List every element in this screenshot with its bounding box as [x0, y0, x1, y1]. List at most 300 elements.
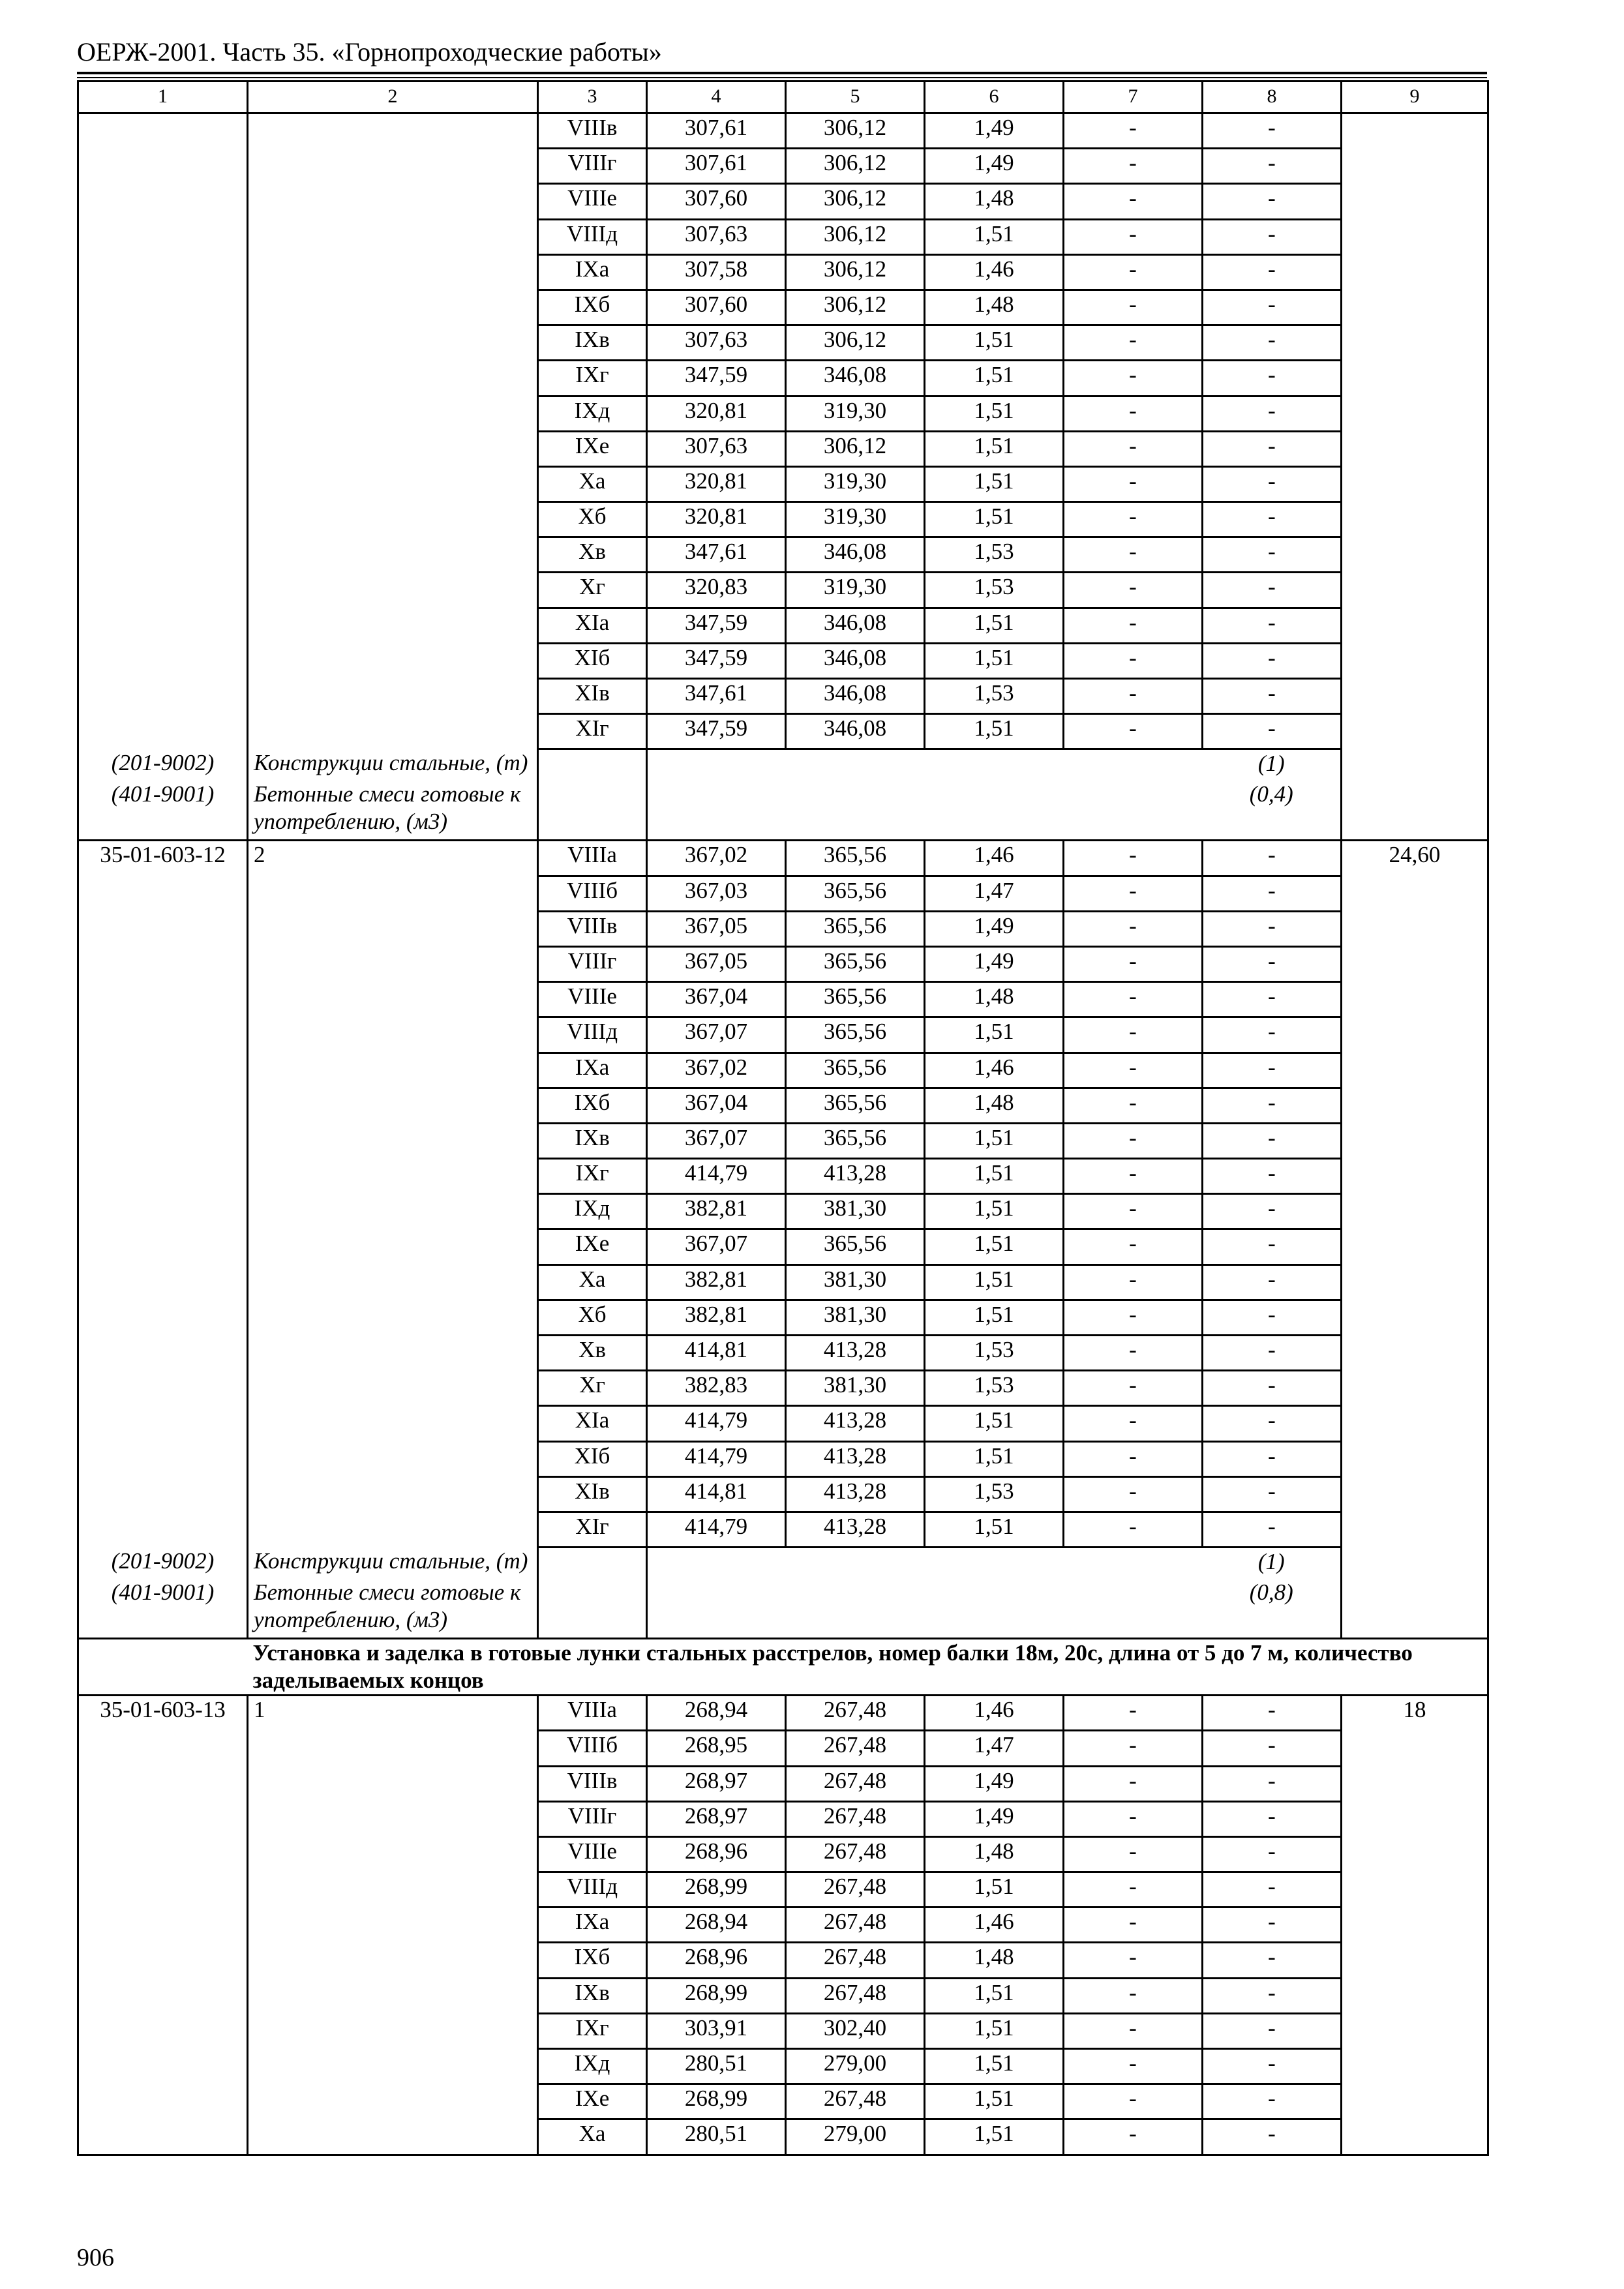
- empty-cell: [1064, 749, 1203, 781]
- empty-cell: [1342, 1872, 1488, 1908]
- table-row: [78, 1264, 1488, 1300]
- empty-cell: [1342, 1476, 1488, 1512]
- value-cell: -: [1064, 1441, 1203, 1476]
- value-cell: -: [1064, 254, 1203, 290]
- empty-cell: [78, 1476, 248, 1512]
- value-cell: -: [1203, 1476, 1342, 1512]
- value-cell: -: [1064, 466, 1203, 501]
- table-row: [78, 466, 1488, 501]
- empty-cell: [248, 2119, 538, 2155]
- value-cell: 1,47: [925, 876, 1064, 911]
- table-row: [78, 911, 1488, 946]
- rock-category: Xв: [538, 1336, 647, 1371]
- empty-cell: [925, 749, 1064, 781]
- table-row: [78, 537, 1488, 573]
- value-cell: 414,79: [647, 1441, 786, 1476]
- value-cell: 306,12: [786, 290, 925, 325]
- empty-cell: [78, 714, 248, 749]
- value-cell: -: [1064, 608, 1203, 643]
- value-cell: 306,12: [786, 219, 925, 254]
- empty-cell: [1342, 1336, 1488, 1371]
- rock-category: Xа: [538, 2119, 647, 2155]
- value-cell: -: [1064, 714, 1203, 749]
- table-row: [78, 1801, 1488, 1836]
- value-cell: 367,02: [647, 1053, 786, 1088]
- empty-cell: [925, 1579, 1064, 1639]
- empty-cell: [248, 502, 538, 537]
- rock-category: XIб: [538, 643, 647, 678]
- value-cell: -: [1203, 1229, 1342, 1264]
- value-cell: -: [1203, 254, 1342, 290]
- value-cell: 414,79: [647, 1406, 786, 1441]
- empty-cell: [248, 1441, 538, 1476]
- empty-cell: [78, 219, 248, 254]
- empty-cell: [248, 466, 538, 501]
- rock-category: VIIIд: [538, 1872, 647, 1908]
- value-cell: -: [1203, 1264, 1342, 1300]
- empty-cell: [647, 1548, 786, 1579]
- value-cell: 365,56: [786, 1123, 925, 1158]
- rock-category: VIIIе: [538, 982, 647, 1017]
- column-header: 7: [1064, 82, 1203, 113]
- empty-cell: [1342, 1088, 1488, 1123]
- empty-cell: [248, 2049, 538, 2084]
- table-row: [78, 2119, 1488, 2155]
- value-cell: 268,96: [647, 1836, 786, 1872]
- value-cell: -: [1203, 502, 1342, 537]
- table-row: [78, 1406, 1488, 1441]
- value-cell: -: [1203, 841, 1342, 876]
- rock-category: XIа: [538, 1406, 647, 1441]
- value-cell: 382,81: [647, 1194, 786, 1229]
- table-row: [78, 1300, 1488, 1335]
- rock-category: Xа: [538, 466, 647, 501]
- table-row: [78, 1836, 1488, 1872]
- value-cell: -: [1064, 911, 1203, 946]
- value-cell: -: [1203, 982, 1342, 1017]
- value-cell: 1,47: [925, 1731, 1064, 1766]
- table-row: [78, 396, 1488, 431]
- value-cell: 319,30: [786, 466, 925, 501]
- rock-category: Xг: [538, 1371, 647, 1406]
- value-cell: 413,28: [786, 1512, 925, 1547]
- value-cell: -: [1064, 1264, 1203, 1300]
- rock-category: VIIIе: [538, 1836, 647, 1872]
- value-cell: 365,56: [786, 946, 925, 981]
- value-cell: 1,46: [925, 1053, 1064, 1088]
- column-header: 1: [78, 82, 248, 113]
- norm-number: 1: [248, 1696, 538, 1731]
- value-cell: -: [1064, 2084, 1203, 2119]
- value-cell: 1,46: [925, 1908, 1064, 1943]
- value-cell: -: [1203, 1836, 1342, 1872]
- empty-cell: [78, 1441, 248, 1476]
- empty-cell: [248, 946, 538, 981]
- rock-category: IXв: [538, 1123, 647, 1158]
- value-cell: 347,61: [647, 537, 786, 573]
- empty-cell: [248, 1978, 538, 2013]
- value-cell: 1,51: [925, 325, 1064, 361]
- empty-cell: [248, 219, 538, 254]
- resource-value: (0,4): [1203, 781, 1342, 841]
- rock-category: VIIIа: [538, 1696, 647, 1731]
- column-header: 6: [925, 82, 1064, 113]
- table-row: [78, 2049, 1488, 2084]
- empty-cell: [1342, 396, 1488, 431]
- table-row: [78, 502, 1488, 537]
- value-cell: -: [1203, 1406, 1342, 1441]
- rock-category: Xа: [538, 1264, 647, 1300]
- table-row: [78, 714, 1488, 749]
- rock-category: VIIIа: [538, 841, 647, 876]
- value-cell: -: [1064, 573, 1203, 608]
- table-row: [78, 1336, 1488, 1371]
- value-cell: 1,51: [925, 608, 1064, 643]
- value-cell: 307,60: [647, 184, 786, 219]
- empty-cell: [248, 911, 538, 946]
- empty-cell: [78, 1978, 248, 2013]
- value-cell: -: [1064, 1406, 1203, 1441]
- value-cell: 1,53: [925, 1476, 1064, 1512]
- empty-cell: [1342, 1731, 1488, 1766]
- value-cell: -: [1064, 184, 1203, 219]
- value-cell: -: [1064, 1696, 1203, 1731]
- empty-cell: [78, 290, 248, 325]
- rock-category: XIв: [538, 679, 647, 714]
- value-cell: 382,81: [647, 1300, 786, 1335]
- empty-cell: [1342, 876, 1488, 911]
- value-cell: 1,51: [925, 1512, 1064, 1547]
- table-row: [78, 679, 1488, 714]
- table-row: [78, 219, 1488, 254]
- table-row: [78, 1088, 1488, 1123]
- empty-cell: [1342, 1017, 1488, 1053]
- resource-code: (201-9002): [78, 749, 248, 781]
- empty-cell: [78, 1731, 248, 1766]
- value-cell: 381,30: [786, 1194, 925, 1229]
- value-cell: -: [1064, 502, 1203, 537]
- empty-cell: [248, 325, 538, 361]
- table-row: [78, 573, 1488, 608]
- rock-category: Xв: [538, 537, 647, 573]
- value-cell: 268,97: [647, 1766, 786, 1801]
- value-cell: 267,48: [786, 1978, 925, 2013]
- value-cell: -: [1203, 149, 1342, 184]
- empty-cell: [1342, 149, 1488, 184]
- empty-cell: [78, 1512, 248, 1547]
- empty-cell: [248, 2084, 538, 2119]
- value-cell: -: [1064, 325, 1203, 361]
- value-cell: 306,12: [786, 254, 925, 290]
- empty-cell: [78, 502, 248, 537]
- value-cell: -: [1203, 1017, 1342, 1053]
- empty-cell: [248, 1336, 538, 1371]
- value-cell: 267,48: [786, 2084, 925, 2119]
- rock-category: VIIIд: [538, 1017, 647, 1053]
- value-cell: -: [1064, 679, 1203, 714]
- value-cell: 267,48: [786, 1908, 925, 1943]
- empty-cell: [1342, 290, 1488, 325]
- empty-cell: [1342, 2119, 1488, 2155]
- empty-cell: [78, 466, 248, 501]
- rock-category: VIIIб: [538, 876, 647, 911]
- value-cell: 1,53: [925, 1371, 1064, 1406]
- value-cell: 346,08: [786, 537, 925, 573]
- table-row: [78, 608, 1488, 643]
- rock-category: XIг: [538, 1512, 647, 1547]
- value-cell: 1,49: [925, 113, 1064, 149]
- value-cell: -: [1203, 184, 1342, 219]
- empty-cell: [1342, 1194, 1488, 1229]
- empty-cell: [248, 1194, 538, 1229]
- empty-cell: [78, 643, 248, 678]
- value-cell: 279,00: [786, 2049, 925, 2084]
- rock-category: IXд: [538, 1194, 647, 1229]
- value-cell: -: [1203, 2119, 1342, 2155]
- value-cell: 346,08: [786, 643, 925, 678]
- value-cell: 307,61: [647, 113, 786, 149]
- empty-cell: [78, 1872, 248, 1908]
- table-row: [78, 2013, 1488, 2048]
- empty-cell: [248, 1159, 538, 1194]
- empty-cell: [248, 1053, 538, 1088]
- empty-cell: [1342, 2049, 1488, 2084]
- value-cell: 1,53: [925, 573, 1064, 608]
- value-cell: -: [1064, 982, 1203, 1017]
- value-cell: 1,48: [925, 184, 1064, 219]
- empty-cell: [248, 573, 538, 608]
- value-cell: 367,04: [647, 982, 786, 1017]
- value-cell: 267,48: [786, 1872, 925, 1908]
- value-cell: -: [1064, 876, 1203, 911]
- table-row: [78, 876, 1488, 911]
- empty-cell: [1342, 1978, 1488, 2013]
- rock-category: IXб: [538, 1943, 647, 1978]
- column-header: 2: [248, 82, 538, 113]
- empty-cell: [538, 1579, 647, 1639]
- empty-cell: [1342, 431, 1488, 466]
- empty-cell: [248, 254, 538, 290]
- value-cell: -: [1064, 1836, 1203, 1872]
- empty-cell: [1342, 714, 1488, 749]
- empty-cell: [78, 184, 248, 219]
- value-cell: 307,63: [647, 431, 786, 466]
- value-cell: 1,51: [925, 431, 1064, 466]
- empty-cell: [786, 1548, 925, 1579]
- value-cell: 1,51: [925, 396, 1064, 431]
- empty-cell: [78, 1194, 248, 1229]
- value-cell: -: [1064, 1017, 1203, 1053]
- value-cell: -: [1064, 431, 1203, 466]
- resource-row: [78, 749, 1488, 781]
- value-cell: 1,48: [925, 982, 1064, 1017]
- value-cell: 1,51: [925, 219, 1064, 254]
- empty-cell: [248, 1872, 538, 1908]
- value-cell: 367,05: [647, 946, 786, 981]
- empty-cell: [1342, 1300, 1488, 1335]
- value-cell: -: [1064, 113, 1203, 149]
- empty-cell: [1342, 113, 1488, 149]
- empty-cell: [78, 982, 248, 1017]
- value-cell: -: [1203, 1194, 1342, 1229]
- empty-cell: [248, 1371, 538, 1406]
- rock-category: VIIIв: [538, 1766, 647, 1801]
- empty-cell: [78, 1908, 248, 1943]
- value-cell: 307,63: [647, 219, 786, 254]
- empty-cell: [1342, 1836, 1488, 1872]
- rock-category: IXв: [538, 325, 647, 361]
- resource-name: Бетонные смеси готовые к употреблению, (м3): [248, 1579, 538, 1639]
- table-row: [78, 254, 1488, 290]
- value-cell: -: [1064, 1512, 1203, 1547]
- column-header: 8: [1203, 82, 1342, 113]
- value-cell: -: [1203, 431, 1342, 466]
- empty-cell: [78, 1836, 248, 1872]
- table-row: [78, 2084, 1488, 2119]
- resource-row: [78, 781, 1488, 841]
- value-cell: 365,56: [786, 841, 925, 876]
- table-row: [78, 1123, 1488, 1158]
- rock-category: IXа: [538, 1053, 647, 1088]
- table-row: [78, 431, 1488, 466]
- empty-cell: [1342, 1908, 1488, 1943]
- empty-cell: [1342, 573, 1488, 608]
- empty-cell: [1342, 2084, 1488, 2119]
- empty-cell: [248, 149, 538, 184]
- empty-cell: [78, 1371, 248, 1406]
- value-cell: 302,40: [786, 2013, 925, 2048]
- value-cell: -: [1064, 1194, 1203, 1229]
- value-cell: -: [1203, 1766, 1342, 1801]
- value-cell: 346,08: [786, 361, 925, 396]
- value-cell: -: [1064, 1300, 1203, 1335]
- empty-cell: [78, 2049, 248, 2084]
- value-cell: 1,49: [925, 946, 1064, 981]
- empty-cell: [1342, 911, 1488, 946]
- section-title: Установка и заделка в готовые лунки стальных расстрелов, номер балки 18м, 20с, длина от 5 до 7 м, количество заделываемых концов: [248, 1639, 1488, 1696]
- value-cell: 365,56: [786, 1053, 925, 1088]
- value-cell: 1,51: [925, 1159, 1064, 1194]
- value-cell: 413,28: [786, 1476, 925, 1512]
- value-cell: -: [1064, 1801, 1203, 1836]
- empty-cell: [786, 781, 925, 841]
- norm-code: 35-01-603-12: [78, 841, 248, 876]
- empty-cell: [248, 1766, 538, 1801]
- rock-category: XIг: [538, 714, 647, 749]
- value-cell: -: [1064, 2013, 1203, 2048]
- table-row: [78, 113, 1488, 149]
- value-cell: 1,51: [925, 2119, 1064, 2155]
- empty-cell: [248, 2013, 538, 2048]
- column-header: 4: [647, 82, 786, 113]
- value-cell: 382,83: [647, 1371, 786, 1406]
- empty-cell: [248, 1476, 538, 1512]
- value-cell: -: [1064, 149, 1203, 184]
- value-cell: 307,61: [647, 149, 786, 184]
- value-cell: 267,48: [786, 1943, 925, 1978]
- empty-cell: [1342, 1943, 1488, 1978]
- value-cell: 267,48: [786, 1731, 925, 1766]
- rock-category: IXг: [538, 361, 647, 396]
- value-cell: -: [1203, 290, 1342, 325]
- table-row: [78, 1017, 1488, 1053]
- resource-code: (401-9001): [78, 1579, 248, 1639]
- page-header: ОЕРЖ-2001. Часть 35. «Горнопроходческие работы»: [77, 37, 662, 67]
- value-cell: -: [1203, 466, 1342, 501]
- table-row: [78, 1512, 1488, 1547]
- empty-cell: [248, 1229, 538, 1264]
- resource-code: (201-9002): [78, 1548, 248, 1579]
- empty-cell: [248, 876, 538, 911]
- value-cell: -: [1064, 1766, 1203, 1801]
- value-cell: 1,51: [925, 2049, 1064, 2084]
- empty-cell: [248, 184, 538, 219]
- value-cell: -: [1203, 1159, 1342, 1194]
- empty-cell: [1342, 1371, 1488, 1406]
- empty-cell: [538, 749, 647, 781]
- rock-category: VIIIг: [538, 149, 647, 184]
- value-cell: 1,51: [925, 1123, 1064, 1158]
- empty-cell: [248, 1908, 538, 1943]
- empty-cell: [1342, 1548, 1488, 1579]
- value-cell: 307,63: [647, 325, 786, 361]
- value-cell: 365,56: [786, 1017, 925, 1053]
- empty-cell: [248, 1943, 538, 1978]
- rock-category: Xг: [538, 573, 647, 608]
- empty-cell: [78, 254, 248, 290]
- table-row: [78, 184, 1488, 219]
- empty-cell: [78, 1159, 248, 1194]
- empty-cell: [1342, 361, 1488, 396]
- value-cell: 414,79: [647, 1159, 786, 1194]
- norms-table: [77, 80, 1489, 2156]
- value-cell: 367,05: [647, 911, 786, 946]
- value-cell: 1,49: [925, 1766, 1064, 1801]
- empty-cell: [1342, 1441, 1488, 1476]
- value-cell: -: [1064, 219, 1203, 254]
- header-rule-thin: [77, 77, 1487, 78]
- value-cell: 367,04: [647, 1088, 786, 1123]
- value-cell: -: [1203, 325, 1342, 361]
- empty-cell: [1342, 1512, 1488, 1547]
- value-cell: 1,51: [925, 1229, 1064, 1264]
- empty-cell: [248, 679, 538, 714]
- table-row: [78, 290, 1488, 325]
- rock-category: VIIIв: [538, 113, 647, 149]
- empty-cell: [78, 1088, 248, 1123]
- value-cell: 365,56: [786, 1088, 925, 1123]
- value-cell: -: [1203, 2084, 1342, 2119]
- value-cell: 268,94: [647, 1696, 786, 1731]
- value-cell: -: [1064, 1943, 1203, 1978]
- empty-cell: [1064, 1548, 1203, 1579]
- empty-cell: [248, 431, 538, 466]
- empty-cell: [248, 643, 538, 678]
- table-row: [78, 982, 1488, 1017]
- table-row: [78, 1371, 1488, 1406]
- value-cell: 414,81: [647, 1476, 786, 1512]
- value-cell: 1,51: [925, 1441, 1064, 1476]
- value-cell: -: [1064, 1229, 1203, 1264]
- resource-value: (0,8): [1203, 1579, 1342, 1639]
- rock-category: IXе: [538, 2084, 647, 2119]
- empty-cell: [1342, 982, 1488, 1017]
- value-cell: 346,08: [786, 608, 925, 643]
- value-cell: 1,51: [925, 1872, 1064, 1908]
- empty-cell: [786, 1579, 925, 1639]
- empty-cell: [248, 113, 538, 149]
- table-row: [78, 1053, 1488, 1088]
